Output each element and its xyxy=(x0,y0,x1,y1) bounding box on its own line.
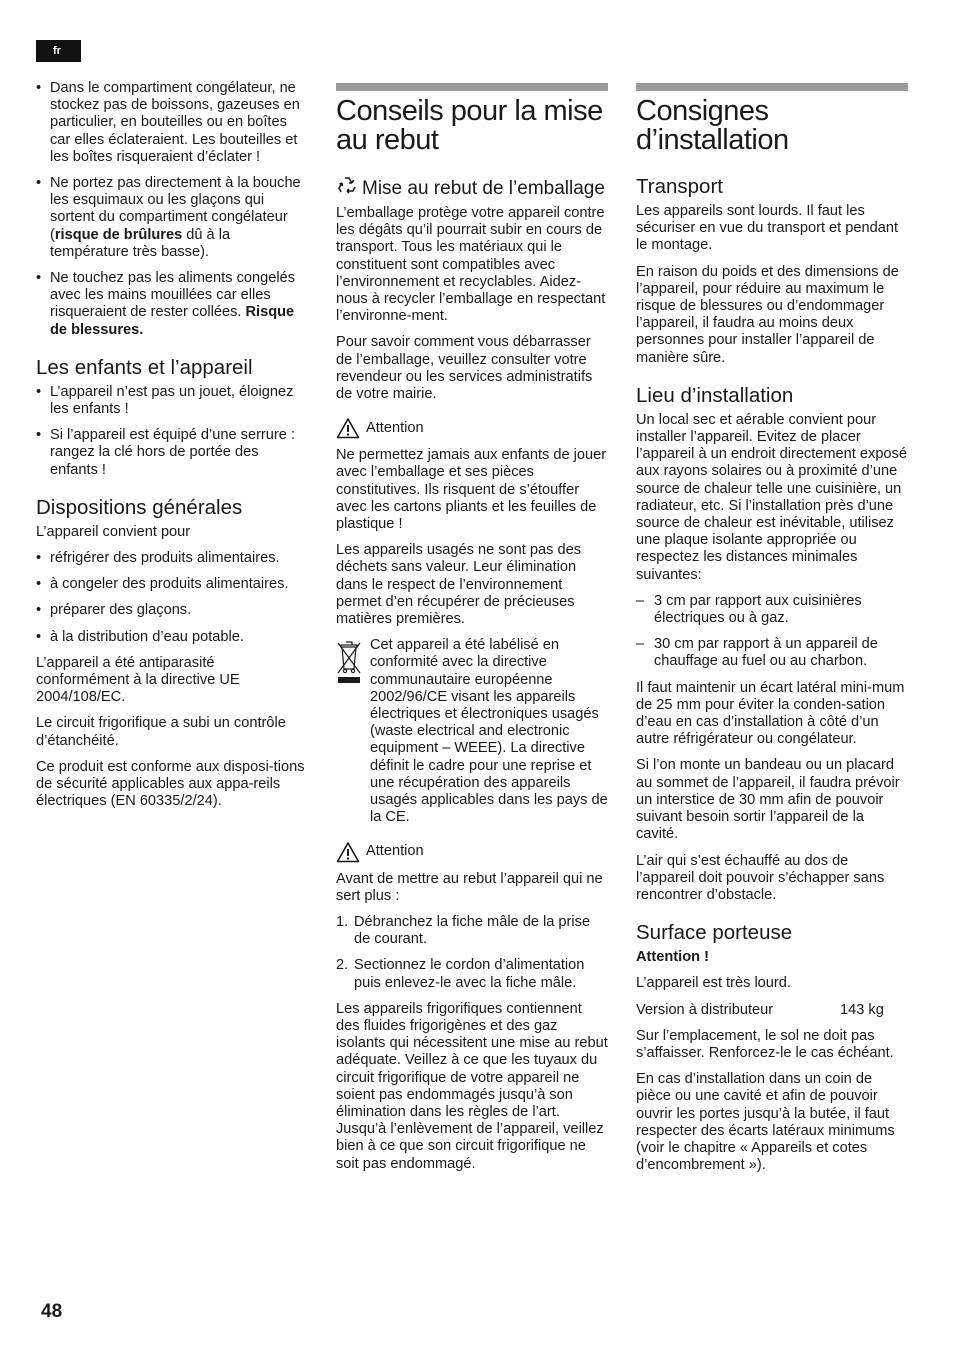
list-item: • L’appareil n’est pas un jouet, éloignez les enfants ! xyxy=(36,384,308,418)
warning-triangle-icon xyxy=(336,417,360,439)
paragraph: Avant de mettre au rebut l’appareil qui ne sert plus : xyxy=(336,870,603,904)
paragraph: L’appareil est très lourd. xyxy=(636,975,791,992)
weee-bin-icon xyxy=(336,637,362,826)
list-item xyxy=(336,957,608,991)
section-rule xyxy=(636,83,908,91)
attention-note xyxy=(636,949,908,966)
list-item-text: Ne touchez pas les aliments congelés avec les mains mouillées car elles risqueraient de rester collées. xyxy=(50,270,295,321)
attention-block xyxy=(336,417,608,439)
paragraph: Ce produit est conforme aux disposi-tions de sécurité applicables aux appa-reils électriques (EN 60335/2/24). xyxy=(36,758,305,810)
warning-triangle-icon xyxy=(336,841,360,863)
heading-surface: Surface porteuse xyxy=(636,921,793,945)
paragraph: L’appareil a été antiparasité conformément à la directive UE 2004/108/EC. xyxy=(36,654,240,706)
attention-emphasis: Attention ! xyxy=(636,949,709,966)
heading-transport: Transport xyxy=(636,175,723,198)
step-number: 2. xyxy=(336,957,349,974)
paragraph: Il faut maintenir un écart latéral mini-mum de 25 mm pour éviter la conden-sation d’eau en cas d’installation à côté d’un autre réfrigérateur ou congélateur. xyxy=(636,679,905,748)
step-text: Débranchez la fiche mâle de la prise de courant. xyxy=(354,913,591,948)
section-rule xyxy=(336,83,608,91)
paragraph: L’air qui s’est échauffé au dos de l’appareil doit pouvoir s’échapper sans rencontrer d’obstacle. xyxy=(636,852,885,903)
heading-enfants: Les enfants et l’appareil xyxy=(36,355,253,379)
distances-list xyxy=(636,593,908,671)
list-item xyxy=(36,270,308,339)
weight-value: 143 kg xyxy=(840,1001,884,1018)
paragraph: L’appareil convient pour xyxy=(36,523,191,540)
step-number: 1. xyxy=(336,913,349,930)
paragraph: L’emballage protège votre appareil contre les dégâts qu’il pourrait subir en cours de transport. Tous les matériaux qui le constituent sont compatibles avec l’environnement et recyclables. Aidez-nous à recycler l’emballage en respectant l’environne-ment. xyxy=(336,205,606,325)
list-item: • à la distribution d’eau potable. xyxy=(36,629,308,646)
paragraph: Un local sec et aérable convient pour installer l’appareil. Evitez de placer l’appareil à un endroit directement exposé aux rayons solaires ou à proximité d’une source de chaleur telle une cuisinière, un radiateur, etc. Si l’installation près d’une source de chaleur est inévitable, utilisez une plaque isolante appropriée ou respectez les distances minimales suivantes: xyxy=(636,411,907,583)
weight-row xyxy=(636,1002,908,1019)
paragraph: Les appareils usagés ne sont pas des déchets sans valeur. Leur élimination dans le respect de l’environnement permet d’en récupérer de précieuses matières premières. xyxy=(336,542,582,628)
paragraph: Le circuit frigorifique a subi un contrôle d’étanchéité. xyxy=(36,715,286,749)
list-item-text: Ne portez pas directement à la bouche les esquimaux ou les glaçons qui sortent du compartiment congélateur ( xyxy=(50,175,301,243)
paragraph: Sur l’emplacement, le sol ne doit pas s’affaisser. Renforcez-le le cas échéant. xyxy=(636,1027,894,1061)
column-installation xyxy=(636,80,908,1183)
list-item xyxy=(336,914,608,948)
step-text: Sectionnez le cordon d’alimentation puis enlevez-le avec la fiche mâle. xyxy=(354,957,585,991)
paragraph: Pour savoir comment vous débarrasser de l’emballage, veuillez consulter votre revendeur ou les services administratifs de votre mairie. xyxy=(336,334,593,403)
list-item: • réfrigérer des produits alimentaires. xyxy=(36,550,308,567)
attention-label: Attention xyxy=(366,842,424,859)
language-badge: fr xyxy=(36,40,81,62)
list-item xyxy=(36,175,308,261)
page-number: 48 xyxy=(41,1301,63,1322)
heading-lieu: Lieu d’installation xyxy=(636,383,794,407)
list-item: • Dans le compartiment congélateur, ne stockez pas de boissons, gazeuses en particulier, en bouteilles ou en boîtes car elles éclateraient. Les bouteilles et les boîtes risqueraient d’éclater ! xyxy=(36,80,308,166)
list-item-text: dû à la température très basse). xyxy=(50,226,231,260)
paragraph: Les appareils sont lourds. Il faut les sécuriser en vue du transport et pendant le montage. xyxy=(636,203,899,254)
weee-text: Cet appareil a été labélisé en conformité avec la directive communautaire européenne 2002/96/CE visant les appareils électriques et électroniques usagés (waste electrical and electronic equipment – WEEE). La directive définit le cadre pour une reprise et une récupération des appareils usagés applicables dans les pays de la CE. xyxy=(370,637,608,826)
paragraph: Les appareils frigorifiques contiennent des fluides frigorigènes et des gaz isolants qui nécessitent une mise au rebut adéquate. Veillez à ce que les tuyaux du circuit frigorifique de votre appareil ne soient pas endommagés jusqu’à son élimination dans les règles de l’art. Jusqu’à l’enlèvement de l’appareil, veillez bien à ce que son circuit frigorifique ne soit pas endommagé. xyxy=(336,1000,608,1172)
column-safety xyxy=(36,80,308,820)
heading-dispositions: Dispositions générales xyxy=(36,495,243,519)
paragraph: Si l’on monte un bandeau ou un placard au sommet de l’appareil, il faudra prévoir un interstice de 30 mm afin de pouvoir suivant besoin sortir l’appareil de la cavité. xyxy=(636,757,900,843)
paragraph: Ne permettez jamais aux enfants de jouer avec l’emballage et ses pièces constitutives. Ils risquent de s’étouffer avec les cartons pliants et les feuilles de plastique ! xyxy=(336,447,607,533)
list-item: – 30 cm par rapport à un appareil de chauffage au fuel ou au charbon. xyxy=(636,636,908,670)
enfants-list xyxy=(36,384,308,479)
list-item: • à congeler des produits alimentaires. xyxy=(36,576,308,593)
weight-label: Version à distributeur xyxy=(636,1001,774,1018)
list-item-emphasis: Risque de blessures. xyxy=(50,304,295,338)
heading-emballage xyxy=(336,175,608,199)
safety-list xyxy=(36,80,308,339)
column-disposal xyxy=(336,80,608,1182)
steps-list xyxy=(336,914,608,992)
list-item: • préparer des glaçons. xyxy=(36,602,308,619)
list-item: • Si l’appareil est équipé d’une serrure : rangez la clé hors de portée des enfants ! xyxy=(36,427,308,479)
list-item-emphasis: risque de brûlures xyxy=(54,226,183,243)
paragraph: En cas d’installation dans un coin de pièce ou une cavité et afin de pouvoir ouvrir les portes jusqu’à la butée, il faut respecter des écarts latéraux minimums (voir le chapitre « Appareils et cotes d’encombrement »). xyxy=(636,1071,895,1174)
paragraph: En raison du poids et des dimensions de l’appareil, pour réduire au maximum le risque de blessures ou d’endommager l’appareil, il faudra au moins deux personnes pour installer l’appareil de manière sûre. xyxy=(636,263,899,366)
dispositions-list xyxy=(36,550,308,646)
weee-block xyxy=(336,637,608,826)
heading-emballage-text: Mise au rebut de l’emballage xyxy=(362,178,605,199)
list-item: – 3 cm par rapport aux cuisinières électriques ou à gaz. xyxy=(636,593,908,627)
section-title-disposal: Conseils pour la mise au rebut xyxy=(336,95,603,156)
recycle-icon xyxy=(336,175,358,197)
section-title-installation: Consignes d’installation xyxy=(636,95,789,156)
attention-block-2 xyxy=(336,841,608,863)
attention-label: Attention xyxy=(366,419,424,436)
